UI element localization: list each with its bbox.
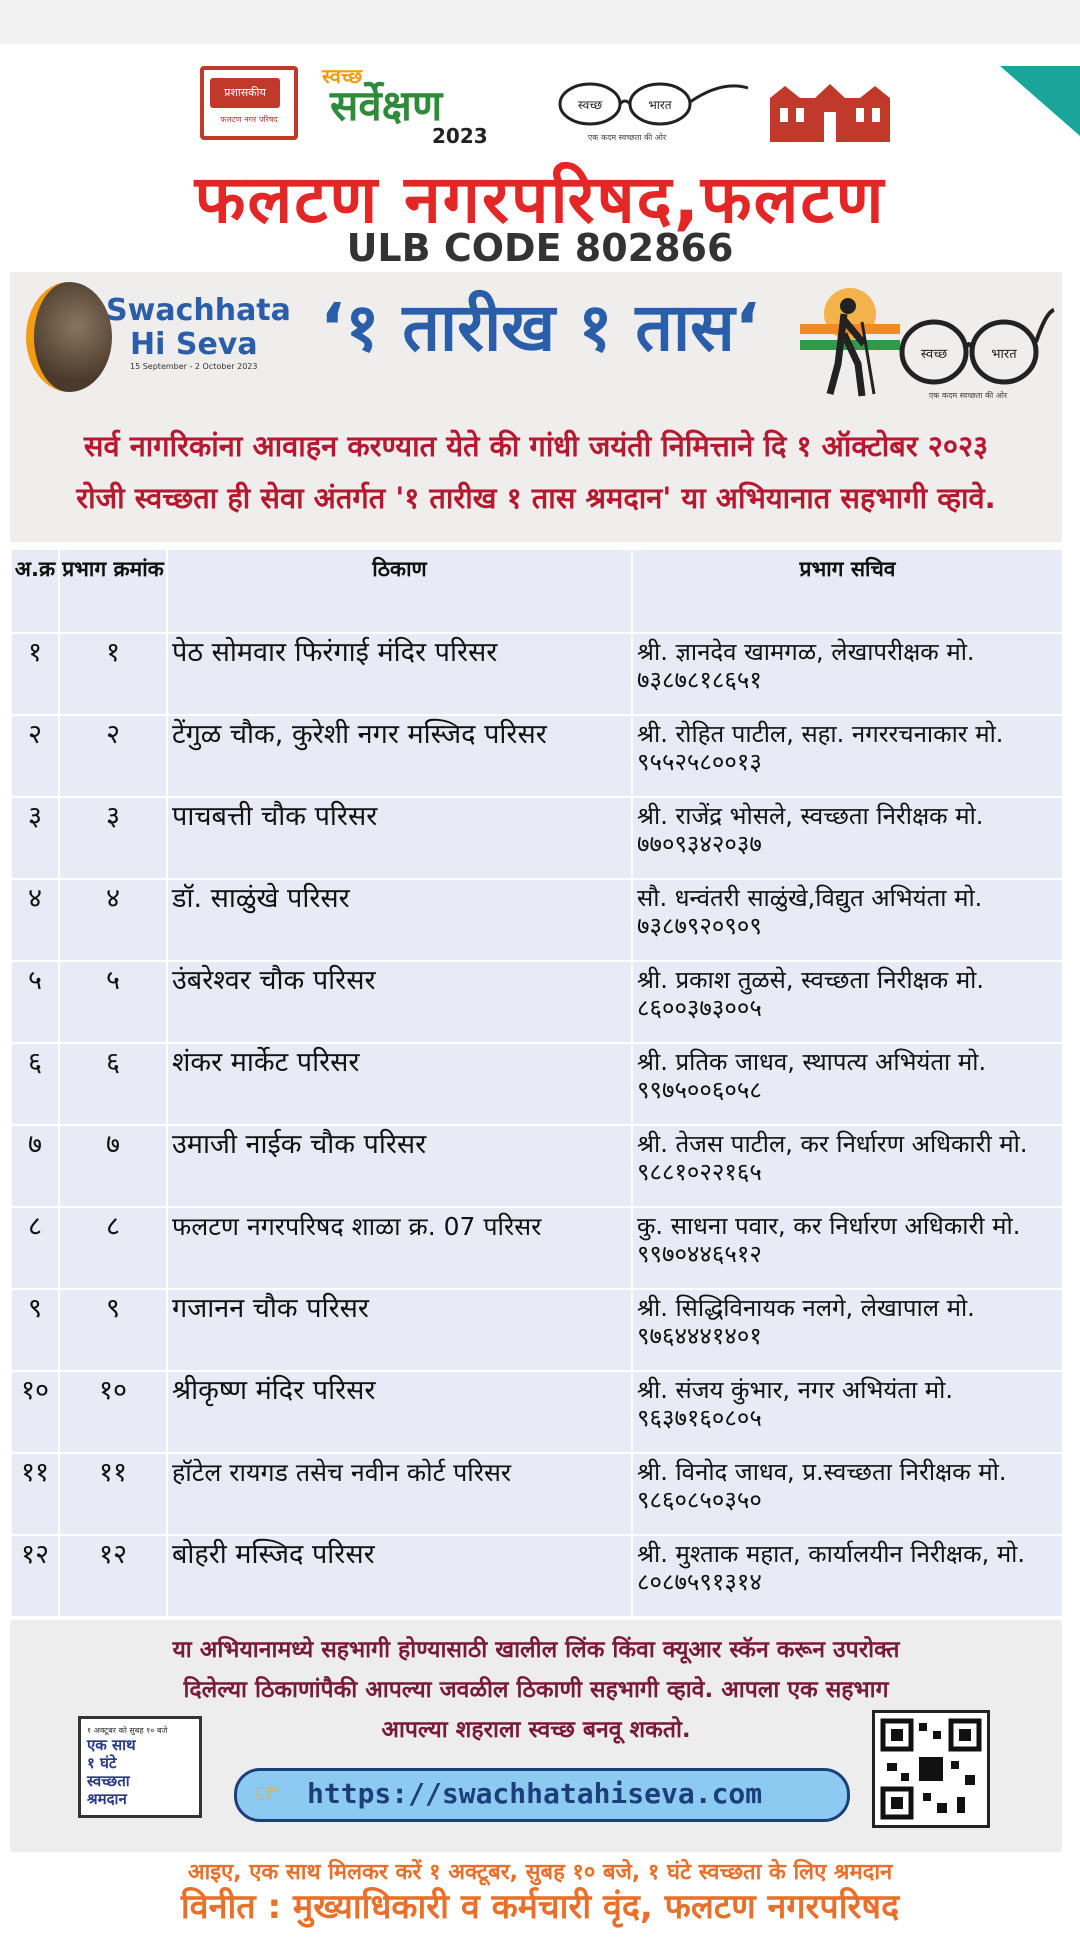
cell-serial: २: [11, 715, 59, 797]
glasses-right-text: भारत: [991, 347, 1017, 362]
cell-secretary: श्री. प्रतिक जाधव, स्थापत्य अभियंता मो. ९९७५००६०५८: [632, 1043, 1063, 1125]
cell-secretary: सौ. धन्वंतरी साळुंखे,विद्युत अभियंता मो. ७३८७९२०९०९: [632, 879, 1063, 961]
cell-location: श्रीकृष्ण मंदिर परिसर: [167, 1371, 632, 1453]
cell-serial: ८: [11, 1207, 59, 1289]
building-icon: [760, 84, 900, 144]
table-row: [11, 633, 1063, 715]
sb-right-text: भारत: [648, 98, 672, 112]
cell-secretary: कु. साधना पवार, कर निर्धारण अधिकारी मो. ९९७०४४६५१२: [632, 1207, 1063, 1289]
cell-location: गजानन चौक परिसर: [167, 1289, 632, 1371]
header-location: ठिकाण: [167, 549, 632, 633]
cell-ward: ३: [59, 797, 167, 879]
shramdan-stamp: [78, 1716, 202, 1818]
cell-serial: ११: [11, 1453, 59, 1535]
cell-location: टेंगुळ चौक, कुरेशी नगर मस्जिद परिसर: [167, 715, 632, 797]
campaign-link[interactable]: [234, 1768, 850, 1822]
cell-secretary: श्री. राजेंद्र भोसले, स्वच्छता निरीक्षक मो. ७७०९३४२०३७: [632, 797, 1063, 879]
header-serial: अ.क्र: [11, 549, 59, 633]
appeal-line1: सर्व नागरिकांना आवाहन करण्यात येते की गांधी जयंती निमित्ताने दि १ ऑक्टोबर २०२३: [83, 429, 989, 463]
cell-serial: ४: [11, 879, 59, 961]
cell-serial: १: [11, 633, 59, 715]
top-strip: [0, 0, 1080, 44]
table-row: [11, 1125, 1063, 1207]
swachh-year: 2023: [432, 124, 488, 148]
cell-ward: २: [59, 715, 167, 797]
cell-ward: ९: [59, 1289, 167, 1371]
council-logo-sub: फलटण नगर परिषद: [220, 115, 278, 124]
shs-line2: Hi Seva: [130, 327, 258, 362]
stamp-line2: १ घंटे: [87, 1754, 117, 1772]
glasses-left-text: स्वच्छ: [920, 347, 948, 362]
sb-left-text: स्वच्छ: [577, 98, 603, 112]
shs-dates: 15 September - 2 October 2023: [130, 362, 258, 371]
shs-line1: Swachhata: [106, 293, 291, 328]
pointing-hand-icon: ☞: [255, 1777, 281, 1810]
footer-panel: [10, 1620, 1062, 1852]
qr-code-icon[interactable]: [872, 1710, 990, 1828]
swachh-bharat-glasses-icon: [896, 302, 1056, 402]
cell-serial: ३: [11, 797, 59, 879]
stamp-line3: स्वच्छता: [87, 1772, 130, 1790]
appeal-text: [10, 420, 1062, 524]
cell-location: पेठ सोमवार फिरंगाई मंदिर परिसर: [167, 633, 632, 715]
cell-ward: १२: [59, 1535, 167, 1617]
cell-secretary: श्री. तेजस पाटील, कर निर्धारण अधिकारी मो. ९८८१०२२१६५: [632, 1125, 1063, 1207]
table-row: [11, 797, 1063, 879]
gandhi-portrait-icon: [26, 282, 112, 392]
cell-location: फलटण नगरपरिषद शाळा क्र. 07 परिसर: [167, 1207, 632, 1289]
campaign-banner: [10, 272, 1062, 542]
cell-secretary: श्री. रोहित पाटील, सहा. नगररचनाकार मो. ९५५२५८००१३: [632, 715, 1063, 797]
swachh-bharat-logo: [552, 74, 752, 144]
cell-location: शंकर मार्केट परिसर: [167, 1043, 632, 1125]
cell-ward: ४: [59, 879, 167, 961]
swachh-survekshan-logo: [322, 62, 512, 148]
table-row: [11, 1535, 1063, 1617]
cell-ward: १: [59, 633, 167, 715]
swachh-big: सर्वेक्षण: [330, 81, 443, 130]
sb-caption: एक कदम स्वच्छता की ओर: [587, 133, 667, 142]
stamp-line4: श्रमदान: [87, 1790, 127, 1808]
note-line2: दिलेल्या ठिकाणांपैकी आपल्या जवळील ठिकाणी सहभागी व्हावे. आपला एक सहभाग: [183, 1677, 889, 1703]
cell-location: हॉटेल रायगड तसेच नवीन कोर्ट परिसर: [167, 1453, 632, 1535]
ulb-code: ULB CODE 802866: [346, 226, 734, 270]
stamp-small: १ अक्टूबर को सुबह १० बजे: [87, 1726, 168, 1735]
cell-ward: ११: [59, 1453, 167, 1535]
signature-line: विनीत : मुख्याधिकारी व कर्मचारी वृंद, फलटण नगरपरिषद: [180, 1887, 900, 1927]
cell-secretary: श्री. ज्ञानदेव खामगळ, लेखापरीक्षक मो. ७३८७८१८६५१: [632, 633, 1063, 715]
table-row: [11, 1207, 1063, 1289]
table-row: [11, 1289, 1063, 1371]
table-row: [11, 1043, 1063, 1125]
table-row: [11, 715, 1063, 797]
cell-ward: ८: [59, 1207, 167, 1289]
corner-decoration: [1000, 66, 1080, 136]
cell-serial: १२: [11, 1535, 59, 1617]
cell-serial: १०: [11, 1371, 59, 1453]
note-line1: या अभियानामध्ये सहभागी होण्यासाठी खालील लिंक किंवा क्यूआर स्कॅन करून उपरोक्त: [172, 1637, 900, 1663]
cell-secretary: श्री. संजय कुंभार, नगर अभियंता मो. ९६३७१६०८०५: [632, 1371, 1063, 1453]
header: [0, 44, 1080, 272]
note-line3: आपल्या शहराला स्वच्छ बनवू शकतो.: [381, 1717, 691, 1743]
ward-table: [10, 548, 1064, 1618]
campaign-url[interactable]: https://swachhatahiseva.com: [307, 1777, 763, 1810]
cell-serial: ७: [11, 1125, 59, 1207]
cell-ward: ६: [59, 1043, 167, 1125]
table-row: [11, 1453, 1063, 1535]
cell-location: बोहरी मस्जिद परिसर: [167, 1535, 632, 1617]
cell-secretary: श्री. सिद्धिविनायक नलगे, लेखापाल मो. ९७६४४४१४०१: [632, 1289, 1063, 1371]
campaign-tagline: ‘१ तारीख १ तास‘: [320, 289, 760, 366]
cell-location: उमाजी नाईक चौक परिसर: [167, 1125, 632, 1207]
cell-location: पाचबत्ती चौक परिसर: [167, 797, 632, 879]
page-title: फलटण नगरपरिषद,फलटण: [194, 161, 886, 238]
cell-ward: ७: [59, 1125, 167, 1207]
cell-secretary: श्री. मुश्ताक महात, कार्यालयीन निरीक्षक, मो. ८०८७५९१३१४: [632, 1535, 1063, 1617]
glasses-caption: एक कदम स्वच्छता की ओर: [928, 391, 1008, 400]
swachhata-hi-seva-logo: [106, 294, 291, 371]
council-logo-text: प्रशासकीय: [210, 78, 280, 108]
appeal-line2: रोजी स्वच्छता ही सेवा अंतर्गत '१ तारीख १ तास श्रमदान' या अभियानात सहभागी व्हावे.: [76, 481, 996, 515]
table-header-row: [11, 549, 1063, 633]
cell-serial: ५: [11, 961, 59, 1043]
header-ward-number: प्रभाग क्रमांक: [59, 549, 167, 633]
gandhi-walking-icon: [800, 284, 900, 404]
cell-ward: ५: [59, 961, 167, 1043]
swachh-small: स्वच्छ: [322, 64, 363, 88]
cell-location: डॉ. साळुंखे परिसर: [167, 879, 632, 961]
table-row: [11, 961, 1063, 1043]
cell-serial: ६: [11, 1043, 59, 1125]
table-row: [11, 879, 1063, 961]
cell-ward: १०: [59, 1371, 167, 1453]
council-logo: [200, 66, 298, 140]
glasses-icon: [552, 74, 752, 134]
cell-secretary: श्री. प्रकाश तुळसे, स्वच्छता निरीक्षक मो. ८६००३७३००५: [632, 961, 1063, 1043]
cell-location: उंबरेश्वर चौक परिसर: [167, 961, 632, 1043]
stamp-line1: एक साथ: [87, 1736, 136, 1754]
hindi-slogan: आइए, एक साथ मिलकर करें १ अक्टूबर, सुबह १० बजे, १ घंटे स्वच्छता के लिए श्रमदान: [187, 1860, 893, 1885]
cell-secretary: श्री. विनोद जाधव, प्र.स्वच्छता निरीक्षक मो. ९८६०८५०३५०: [632, 1453, 1063, 1535]
table-row: [11, 1371, 1063, 1453]
cell-serial: ९: [11, 1289, 59, 1371]
header-ward-secretary: प्रभाग सचिव: [632, 549, 1063, 633]
